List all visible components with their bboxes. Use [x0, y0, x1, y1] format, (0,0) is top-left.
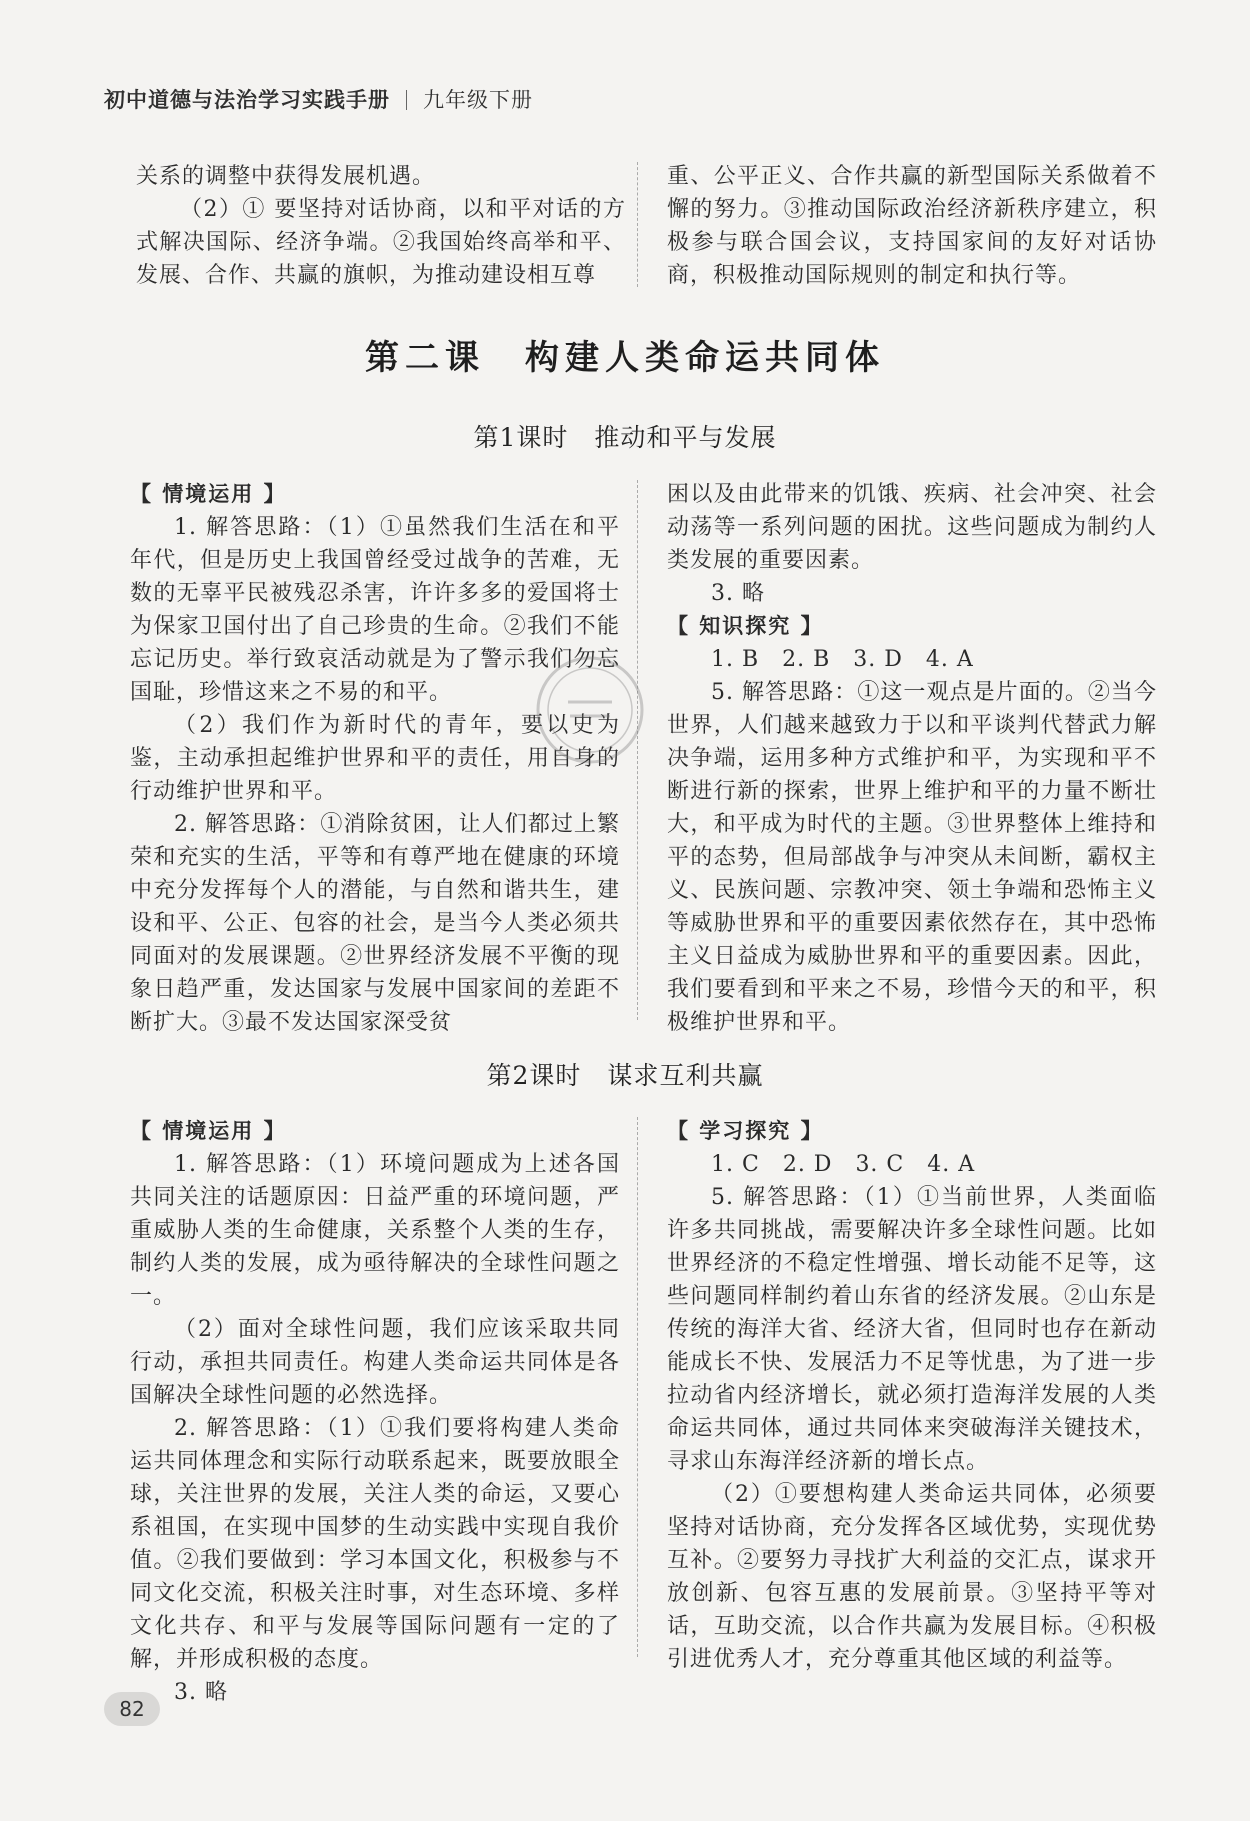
paragraph: （2）①要想构建人类命运共同体，必须要坚持对话协商，充分发挥各区域优势，实现优势互补。②要努力寻找扩大利益的交汇点，谋求开放创新、包容互惠的发展前景。③坚持平等对话，互助交流，以合作共赢为发展目标。④积极引进优秀人才，充分尊重其他区域的利益等。	[667, 1482, 1157, 1672]
paragraph: 关系的调整中获得发展机遇。	[136, 164, 436, 189]
paragraph: 困以及由此带来的饥饿、疾病、社会冲突、社会动荡等一系列问题的困扰。这些问题成为制约人类发展的重要因素。	[667, 482, 1157, 573]
paragraph: 1. C 2. D 3. C 4. A	[711, 1152, 976, 1177]
header-separator	[406, 90, 407, 110]
column-divider	[637, 1117, 638, 1657]
paragraph: 2. 解答思路：①消除贫困，让人们都过上繁荣和充实的生活，平等和有尊严地在健康的环境中充分发挥每个人的潜能，与自然和谐共生，建设和平、公正、包容的社会，是当今人类必须共同面对的发展课题。②世界经济发展不平衡的现象日趋严重，发达国家与发展中国家间的差距不断扩大。③最不发达国家深受贫	[130, 812, 620, 1035]
paragraph: （2）面对全球性问题，我们应该采取共同行动，承担共同责任。构建人类命运共同体是各国解决全球性问题的必然选择。	[130, 1317, 620, 1408]
paragraph: 5. 解答思路：①这一观点是片面的。②当今世界，人们越来越致力于以和平谈判代替武力解决争端，运用多种方式维护和平，为实现和平不断进行新的探索，世界上维护和平的力量不断壮大，和平成为时代的主题。③世界整体上维持和平的态势，但局部战争与冲突从未间断，霸权主义、民族问题、宗教冲突、领土争端和恐怖主义等威胁世界和平的重要因素依然存在，其中恐怖主义日益成为威胁世界和平的重要因素。因此，我们要看到和平来之不易，珍惜今天的和平，积极维护世界和平。	[667, 680, 1157, 1035]
paragraph: 5. 解答思路：（1）①当前世界，人类面临许多共同挑战，需要解决许多全球性问题。比如世界经济的不稳定性增强、增长动能不足等，这些问题同样制约着山东省的经济发展。②山东是传统的海洋大省、经济大省，但同时也存在新动能成长不快、发展活力不足等忧患，为了进一步拉动省内经济增长，就必须打造海洋发展的人类命运共同体，通过共同体来突破海洋关键技术，寻求山东海洋经济新的增长点。	[667, 1185, 1157, 1474]
paragraph: 1. 解答思路：（1）环境问题成为上述各国共同关注的话题原因：日益严重的环境问题，严重威胁人类的生命健康，关系整个人类的生存，制约人类的发展，成为亟待解决的全球性问题之一。	[130, 1152, 620, 1309]
period-2-left-column	[130, 1115, 620, 1709]
section-heading: 【 情境运用 】	[130, 482, 287, 506]
section-heading: 【 情境运用 】	[130, 1119, 287, 1143]
stamp-image	[530, 650, 650, 770]
top-left-column	[136, 160, 626, 292]
paragraph: 2. 解答思路：（1）①我们要将构建人类命运共同体理念和实际行动联系起来，既要放眼全球，关注世界的发展，关注人类的命运，又要心系祖国，在实现中国梦的生动实践中实现自我价值。②我们要做到：学习本国文化，积极参与不同文化交流，积极关注时事，对生态环境、多样文化共存、和平与发展等国际问题有一定的了解，并形成积极的态度。	[130, 1416, 620, 1672]
lesson-title: 第二课 构建人类命运共同体	[365, 338, 885, 378]
paragraph: 3. 略	[711, 581, 765, 606]
grade-label: 九年级下册	[423, 88, 533, 112]
column-divider	[637, 162, 638, 287]
section-heading: 【 知识探究 】	[667, 614, 824, 638]
period-2-title: 第2课时 谋求互利共赢	[486, 1061, 764, 1090]
paragraph: 重、公平正义、合作共赢的新型国际关系做着不懈的努力。③推动国际政治经济新秩序建立，积极参与联合国会议，支持国家间的友好对话协商，积极推动国际规则的制定和执行等。	[667, 164, 1157, 288]
period-1-right-column	[667, 478, 1157, 1039]
paragraph: 1. 解答思路：（1）①虽然我们生活在和平年代，但是历史上我国曾经受过战争的苦难，无数的无辜平民被残忍杀害，许许多多的爱国将士为保家卫国付出了自己珍贵的生命。②我们不能忘记历史。举行致哀活动就是为了警示我们勿忘国耻，珍惜这来之不易的和平。	[130, 515, 620, 705]
paragraph: （2）① 要坚持对话协商，以和平对话的方式解决国际、经济争端。②我国始终高举和平、发展、合作、共赢的旗帜，为推动建设相互尊	[136, 197, 626, 288]
section-heading: 【 学习探究 】	[667, 1119, 824, 1143]
top-right-column	[667, 160, 1157, 292]
page-number: 82	[104, 1692, 160, 1726]
period-1-title: 第1课时 推动和平与发展	[473, 423, 777, 452]
book-title: 初中道德与法治学习实践手册	[104, 88, 390, 112]
running-header	[104, 84, 533, 114]
paragraph: 1. B 2. B 3. D 4. A	[711, 647, 974, 672]
period-2-right-column	[667, 1115, 1157, 1676]
paragraph: 3. 略	[174, 1680, 228, 1705]
paragraph: （2）我们作为新时代的青年，要以史为鉴，主动承担起维护世界和平的责任，用自身的行动维护世界和平。	[130, 713, 620, 804]
